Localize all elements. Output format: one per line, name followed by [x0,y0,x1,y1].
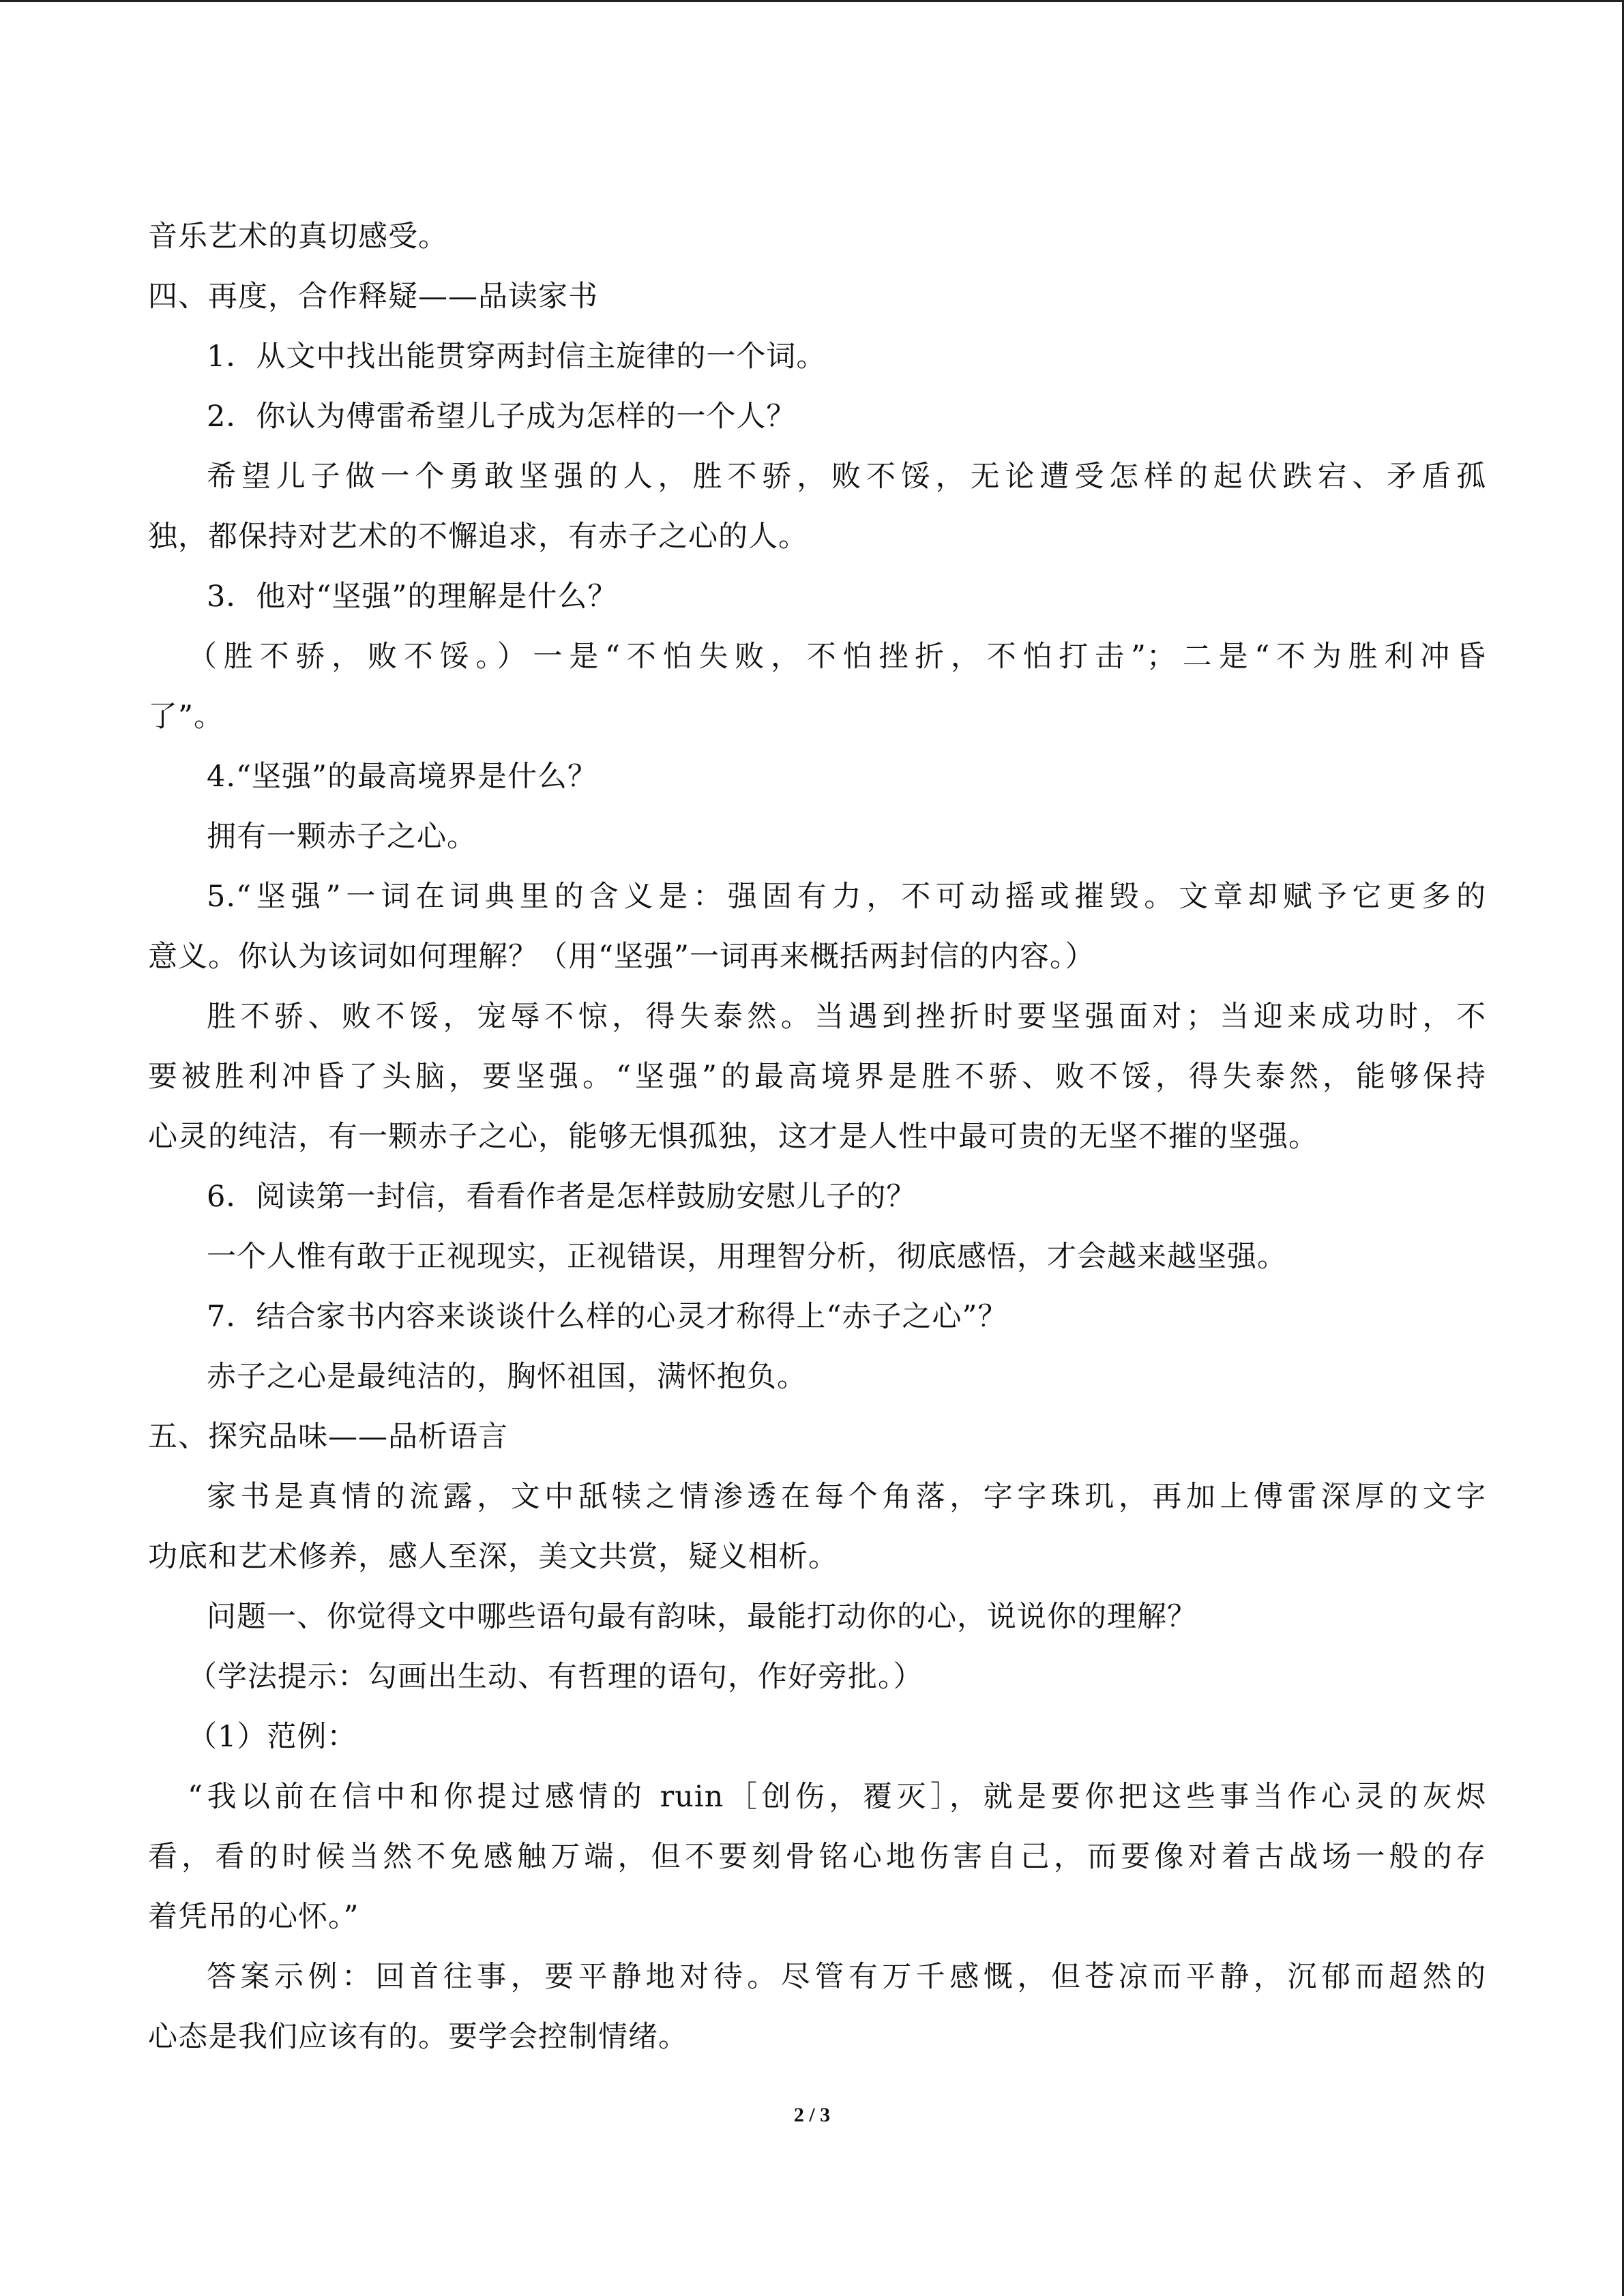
answer-3-line-2: 了”。 [148,700,224,734]
answer-6: 一个人惟有敢于正视现实，正视错误，用理智分析，彻底感悟，才会越来越坚强。 [207,1240,1287,1274]
document-body [148,207,1486,2067]
section-heading-4: 四、再度，合作释疑——品读家书 [148,280,598,314]
study-hint: （学法提示：勾画出生动、有哲理的语句，作好旁批。） [188,1660,924,1694]
answer-5-line-2: 要被胜利冲昏了头脑，要坚强。“坚强”的最高境界是胜不骄、败不馁，得失泰然，能够保持 [148,1060,1486,1094]
answer-example-line-2: 心态是我们应该有的。要学会控制情绪。 [148,2020,688,2054]
question-2: 2．你认为傅雷希望儿子成为怎样的一个人？ [207,400,797,434]
quote-line-3: 着凭吊的心怀。” [148,1900,359,1934]
question-7: 7．结合家书内容来谈谈什么样的心灵才称得上“赤子之心”？ [207,1300,1008,1334]
question-3: 3．他对“坚强”的理解是什么？ [207,580,618,614]
example-label: （1）范例： [188,1720,357,1754]
answer-7: 赤子之心是最纯洁的，胸怀祖国，满怀抱负。 [207,1360,807,1394]
question-6: 6．阅读第一封信，看看作者是怎样鼓励安慰儿子的？ [207,1180,917,1214]
answer-2-line-2: 独，都保持对艺术的不懈追求，有赤子之心的人。 [148,520,808,554]
question-1: 1．从文中找出能贯穿两封信主旋律的一个词。 [207,340,827,374]
paragraph-line: 音乐艺术的真切感受。 [148,220,448,254]
answer-2-line-1: 希望儿子做一个勇敢坚强的人，胜不骄，败不馁，无论遭受怎样的起伏跌宕、矛盾孤 [207,460,1486,494]
answer-3-line-1: （胜不骄，败不馁。）一是“不怕失败，不怕挫折，不怕打击”；二是“不为胜利冲昏 [188,640,1486,674]
question-5-line-2: 意义。你认为该词如何理解？（用“坚强”一词再来概括两封信的内容。） [148,940,1095,974]
quote-line-2: 看，看的时候当然不免感触万端，但不要刻骨铭心地伤害自己，而要像对着古战场一般的存 [148,1840,1486,1874]
answer-5-line-3: 心灵的纯洁，有一颗赤子之心，能够无惧孤独，这才是人性中最可贵的无坚不摧的坚强。 [148,1120,1318,1154]
section-heading-5: 五、探究品味——品析语言 [148,1420,508,1454]
intro-line-1: 家书是真情的流露，文中舐犊之情渗透在每个角落，字字珠玑，再加上傅雷深厚的文字 [207,1480,1486,1514]
problem-1: 问题一、你觉得文中哪些语句最有韵味，最能打动你的心，说说你的理解？ [207,1600,1197,1634]
quote-line-1: “我以前在信中和你提过感情的 ruin［创伤，覆灭］，就是要你把这些事当作心灵的灰烬 [188,1780,1486,1814]
page-number: 2 / 3 [793,2104,831,2126]
intro-line-2: 功底和艺术修养，感人至深，美文共赏，疑义相析。 [148,1540,838,1574]
answer-5-line-1: 胜不骄、败不馁，宠辱不惊，得失泰然。当遇到挫折时要坚强面对；当迎来成功时，不 [207,1000,1486,1034]
question-5-line-1: 5.“坚强”一词在词典里的含义是：强固有力，不可动摇或摧毁。文章却赋予它更多的 [207,880,1486,914]
answer-4: 拥有一颗赤子之心。 [207,820,477,854]
question-4: 4.“坚强”的最高境界是什么？ [207,760,597,794]
answer-example-line-1: 答案示例：回首往事，要平静地对待。尽管有万千感慨，但苍凉而平静，沉郁而超然的 [207,1960,1486,1994]
